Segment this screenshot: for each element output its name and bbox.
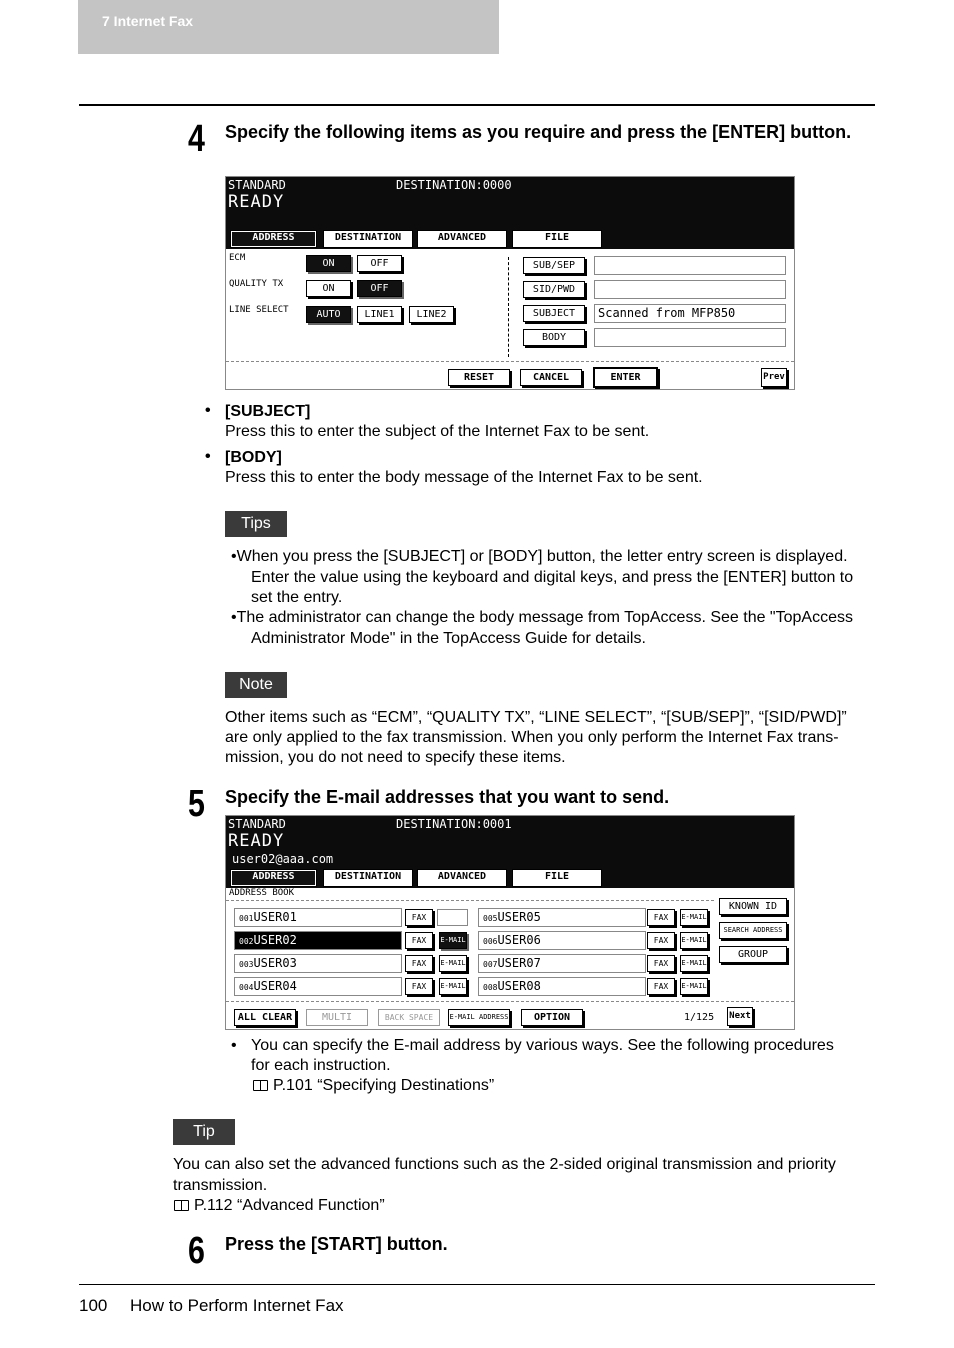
- quality-tx-label: QUALITY TX: [229, 279, 284, 289]
- entry-number: 002: [239, 937, 254, 946]
- fax-button[interactable]: FAX: [405, 955, 433, 972]
- entry-number: 003: [239, 960, 254, 969]
- tab-advanced[interactable]: ADVANCED: [418, 870, 506, 886]
- step-6-text: Press the [START] button.: [225, 1234, 448, 1254]
- tips-item1-line2: Enter the value using the keyboard and digital keys, and press the [ENTER] button to: [251, 569, 854, 586]
- email-button[interactable]: E-MAIL: [680, 932, 708, 949]
- search-address-button[interactable]: SEARCH ADDRESS: [719, 922, 787, 939]
- back-space-button[interactable]: BACK SPACE: [378, 1009, 440, 1026]
- bullet5-line1: You can specify the E-mail address by various ways. See the following procedures: [251, 1037, 834, 1054]
- bullet-dot: •: [205, 402, 211, 419]
- step-number-4: 4: [188, 118, 205, 160]
- body-field[interactable]: [594, 328, 786, 347]
- divider: [508, 257, 509, 357]
- email-button[interactable]: E-MAIL: [680, 955, 708, 972]
- ref-text: P.112 “Advanced Function”: [194, 1197, 385, 1214]
- destination-count: DESTINATION:0001: [396, 817, 512, 831]
- tab-address[interactable]: ADDRESS: [231, 870, 316, 886]
- footer-title: How to Perform Internet Fax: [130, 1296, 344, 1315]
- email-address-button[interactable]: E-MAIL ADDRESS: [448, 1009, 510, 1026]
- status-ready: READY: [228, 192, 285, 212]
- address-entry[interactable]: [478, 931, 646, 950]
- body-button[interactable]: BODY: [523, 329, 585, 346]
- ecm-label: ECM: [229, 253, 246, 263]
- tip-line2: transmission.: [173, 1177, 268, 1194]
- cancel-button[interactable]: CANCEL: [520, 369, 582, 386]
- email-button[interactable]: E-MAIL: [439, 978, 467, 995]
- subject-desc: Press this to enter the subject of the Internet Fax to be sent.: [225, 423, 650, 440]
- note-line3: mission, you do not need to specify these items.: [225, 749, 566, 766]
- tips-item1-line1: •When you press the [SUBJECT] or [BODY] button, the letter entry screen is displayed.: [231, 548, 848, 565]
- email-button[interactable]: E-MAIL: [439, 955, 467, 972]
- tab-address[interactable]: ADDRESS: [231, 231, 316, 247]
- entry-name: USER04: [253, 979, 297, 993]
- entry-name: USER05: [497, 910, 541, 924]
- email-button[interactable]: E-MAIL: [680, 978, 708, 995]
- selected-email: user02@aaa.com: [232, 852, 334, 866]
- fax-button[interactable]: FAX: [405, 978, 433, 995]
- page-number: 100: [79, 1296, 108, 1315]
- fax-button[interactable]: FAX: [405, 909, 433, 926]
- body-desc: Press this to enter the body message of the Internet Fax to be sent.: [225, 469, 703, 486]
- email-button[interactable]: E-MAIL: [680, 909, 708, 926]
- address-entry[interactable]: [478, 908, 646, 927]
- step-5-text: Specify the E-mail addresses that you want to send.: [225, 787, 670, 807]
- mode-label: STANDARD: [228, 178, 286, 192]
- email-slot-empty: [437, 909, 468, 926]
- line-select-label: LINE SELECT: [229, 305, 289, 315]
- entry-number: 001: [239, 914, 254, 923]
- all-clear-button[interactable]: ALL CLEAR: [234, 1009, 296, 1026]
- entry-number: 006: [483, 937, 498, 946]
- entry-name: USER08: [497, 979, 541, 993]
- entry-name: USER06: [497, 933, 541, 947]
- tips-item1-line3: set the entry.: [251, 589, 343, 606]
- tips-item2-line2: Administrator Mode" in the TopAccess Guide for details.: [251, 630, 646, 647]
- fax-button[interactable]: FAX: [647, 978, 675, 995]
- body-term: [BODY]: [225, 449, 282, 466]
- screen-footer-rule: [226, 361, 794, 362]
- step-4-text: Specify the following items as you require and press the [ENTER] button.: [225, 122, 852, 142]
- bottom-rule: [79, 1284, 875, 1285]
- group-button[interactable]: GROUP: [719, 946, 787, 963]
- screen-footer-rule: [226, 1001, 794, 1002]
- entry-number: 007: [483, 960, 498, 969]
- tab-file[interactable]: FILE: [513, 870, 601, 886]
- subject-button[interactable]: SUBJECT: [523, 305, 585, 322]
- status-ready: READY: [228, 831, 285, 851]
- known-id-button[interactable]: KNOWN ID: [719, 898, 787, 915]
- ecm-on-button[interactable]: ON: [306, 255, 351, 272]
- reset-button[interactable]: RESET: [448, 369, 510, 386]
- book-icon: [253, 1080, 268, 1091]
- entry-number: 004: [239, 983, 254, 992]
- line1-button[interactable]: LINE1: [357, 306, 402, 323]
- tip-label: Tip: [173, 1119, 235, 1145]
- tab-destination[interactable]: DESTINATION: [324, 231, 412, 247]
- subject-field[interactable]: Scanned from MFP850: [594, 304, 786, 323]
- step-number-6: 6: [188, 1230, 205, 1272]
- page-counter: 1/125: [684, 1012, 715, 1023]
- tab-file[interactable]: FILE: [513, 231, 601, 247]
- next-button[interactable]: Next: [727, 1007, 753, 1026]
- sub-sep-field[interactable]: [594, 256, 786, 275]
- note-line2: are only applied to the fax transmission. When you only perform the Internet Fax trans-: [225, 729, 839, 746]
- step-number-5: 5: [188, 783, 205, 825]
- bullet-dot: •: [231, 1037, 237, 1054]
- entry-number: 008: [483, 983, 498, 992]
- line-auto-button[interactable]: AUTO: [306, 306, 351, 323]
- entry-name: USER01: [253, 910, 297, 924]
- entry-name: USER03: [253, 956, 297, 970]
- entry-number: 005: [483, 914, 498, 923]
- ecm-off-button[interactable]: OFF: [357, 255, 402, 272]
- tip-ref[interactable]: [174, 1196, 385, 1217]
- bullet5-ref[interactable]: [253, 1076, 494, 1097]
- entry-name: USER02: [253, 933, 297, 947]
- fax-button[interactable]: FAX: [647, 955, 675, 972]
- tip-line1: You can also set the advanced functions such as the 2-sided original transmission and priority: [173, 1156, 836, 1173]
- book-icon: [174, 1200, 189, 1211]
- top-rule: [79, 104, 875, 106]
- tab-destination[interactable]: DESTINATION: [324, 870, 412, 886]
- subject-term: [SUBJECT]: [225, 403, 311, 420]
- address-entry[interactable]: [234, 977, 402, 996]
- control-panel-screen-1: [225, 176, 795, 390]
- address-entry[interactable]: [234, 954, 402, 973]
- prev-button[interactable]: Prev: [761, 368, 787, 387]
- bullet5-line2: for each instruction.: [251, 1057, 391, 1074]
- bullet-dot: •: [205, 448, 211, 465]
- email-button[interactable]: E-MAIL: [439, 932, 467, 949]
- address-book-label: ADDRESS BOOK: [229, 888, 295, 898]
- control-panel-screen-2: [225, 815, 795, 1030]
- chapter-title: 7 Internet Fax: [102, 13, 194, 29]
- fax-button[interactable]: FAX: [647, 932, 675, 949]
- sid-pwd-button[interactable]: SID/PWD: [523, 281, 585, 298]
- tab-advanced[interactable]: ADVANCED: [418, 231, 506, 247]
- line2-button[interactable]: LINE2: [409, 306, 454, 323]
- multi-button[interactable]: MULTI: [306, 1009, 368, 1026]
- sid-pwd-field[interactable]: [594, 280, 786, 299]
- enter-button[interactable]: ENTER: [593, 367, 658, 388]
- fax-button[interactable]: FAX: [647, 909, 675, 926]
- chapter-header: [78, 0, 499, 54]
- tips-label: Tips: [225, 511, 287, 537]
- destination-count: DESTINATION:0000: [396, 178, 512, 192]
- mode-label: STANDARD: [228, 817, 286, 831]
- ref-text: P.101 “Specifying Destinations”: [273, 1077, 495, 1094]
- sub-sep-button[interactable]: SUB/SEP: [523, 257, 585, 274]
- option-button[interactable]: OPTION: [521, 1009, 583, 1026]
- tips-item2-line1: •The administrator can change the body message from TopAccess. See the "TopAccess: [231, 609, 853, 626]
- note-line1: Other items such as “ECM”, “QUALITY TX”, “LINE SELECT”, “[SUB/SEP]”, “[SID/PWD]”: [225, 709, 847, 726]
- entry-name: USER07: [497, 956, 541, 970]
- address-entry[interactable]: [478, 954, 646, 973]
- quality-tx-on-button[interactable]: ON: [306, 280, 351, 297]
- address-entry[interactable]: [478, 977, 646, 996]
- address-entry[interactable]: [234, 931, 402, 950]
- rule: [226, 900, 714, 901]
- note-label: Note: [225, 672, 287, 698]
- quality-tx-off-button[interactable]: OFF: [357, 280, 402, 297]
- fax-button[interactable]: FAX: [405, 932, 433, 949]
- address-entry[interactable]: [234, 908, 402, 927]
